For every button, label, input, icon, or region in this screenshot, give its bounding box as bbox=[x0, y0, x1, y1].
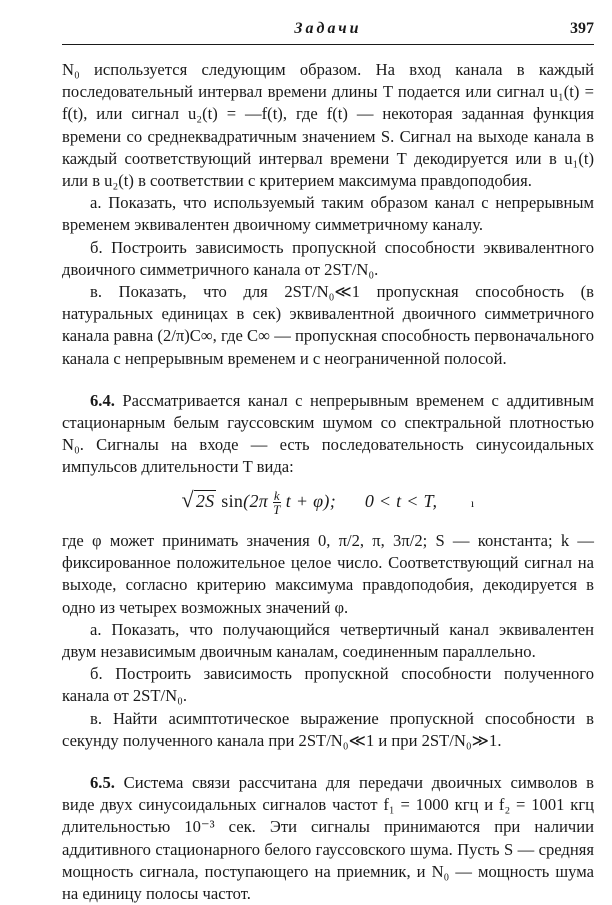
running-head-title: Задачи bbox=[294, 20, 362, 37]
page-body bbox=[62, 45, 594, 905]
signal-formula bbox=[62, 486, 594, 518]
item-6-4-a: а. Показать, что получающийся четвертичный канал эквивалентен двум независимым двоичным каналам, соединенным параллельно. bbox=[62, 619, 594, 662]
item-6-4-c: в. Найти асимптотическое выражение пропускной способности в секунду полученного канала при 2ST/N₀≪1 и при 2ST/N₀≫1. bbox=[62, 708, 594, 750]
formula-radicand: 2S bbox=[195, 490, 215, 511]
item-6-3-a: а. Показать, что используемый таким образом канал с непрерывным временем эквивалентен двоичному симметричному каналу. bbox=[62, 193, 594, 235]
fraction-numerator: k bbox=[273, 488, 280, 504]
problem-6-5 bbox=[62, 772, 594, 905]
formula-tail-mark: ı bbox=[470, 495, 475, 510]
item-6-3-c: в. Показать, что для 2ST/N₀≪1 пропускная способность (в натуральных единицах в сек) эквивалентной двоичного симметричного канала равна (2/π)C∞, где C∞ — пропускная способность первоначального канала с непрерывным временем и с неограниченной полосой. bbox=[62, 282, 594, 368]
problem-6-4-text: Рассматривается канал с непрерывным временем с аддитивным стационарным белым гауссовским шумом со спектральной плотностью N₀. Сигналы на входе — есть последовательность синусоидальных импульсов длительности T вида: bbox=[62, 390, 594, 477]
running-head bbox=[62, 14, 594, 45]
formula-func: sin bbox=[221, 490, 244, 511]
paragraph-continuation: N₀ используется следующим образом. На вход канала в каждый последовательный интервал времени длины T подается или сигнал u₁(t) = f(t), или сигнал u₂(t) = —f(t), где f(t) — некоторая заданная функция времени со среднеквадратичным значением S. Сигнал на выходе канала в каждый соответствующий интервал времени T декодируется или в u₁(t) или в u₂(t) в соответствии с критерием максимума правдоподобия. bbox=[62, 60, 594, 191]
problem-6-5-text: Система связи рассчитана для передачи двоичных символов в виде двух синусоидальных сигналов частот f₁ = 1000 кгц и f₂ = 1001 кгц длительностью 10⁻³ сек. Эти сигналы принимаются при наличии аддитивного стационарного белого гауссовского шума. Пусть S — средняя мощность сигнала, поступающего на приемник, и N₀ — мощность шума на единицу полосы частот. bbox=[62, 773, 594, 904]
fraction-denominator: T bbox=[273, 502, 281, 518]
item-6-4-b: б. Построить зависимость пропускной способности полученного канала от 2ST/N₀. bbox=[62, 664, 594, 706]
formula-condition: 0 < t < T, bbox=[364, 490, 438, 511]
sqrt-sign: √ bbox=[181, 486, 194, 512]
item-6-3-b: б. Построить зависимость пропускной способности эквивалентного двоичного симметричного канала от 2ST/N₀. bbox=[62, 237, 594, 279]
book-page bbox=[62, 14, 594, 904]
formula-fraction bbox=[273, 489, 281, 516]
formula-open: (2π bbox=[243, 490, 269, 511]
paragraph-where: где φ может принимать значения 0, π/2, π, 3π/2; S — константа; k — фиксированное положительное целое число. Соответствующий сигнал на выходе, согласно критерию максимума правдоподобия, декодируется в одно из четырех возможных значений φ. bbox=[62, 531, 594, 617]
problem-number-6-5: 6.5. bbox=[90, 773, 115, 793]
formula-after: t + φ); bbox=[285, 490, 336, 511]
problem-number-6-4: 6.4. bbox=[90, 390, 115, 410]
page-number: 397 bbox=[570, 20, 594, 37]
problem-6-4 bbox=[62, 390, 594, 479]
